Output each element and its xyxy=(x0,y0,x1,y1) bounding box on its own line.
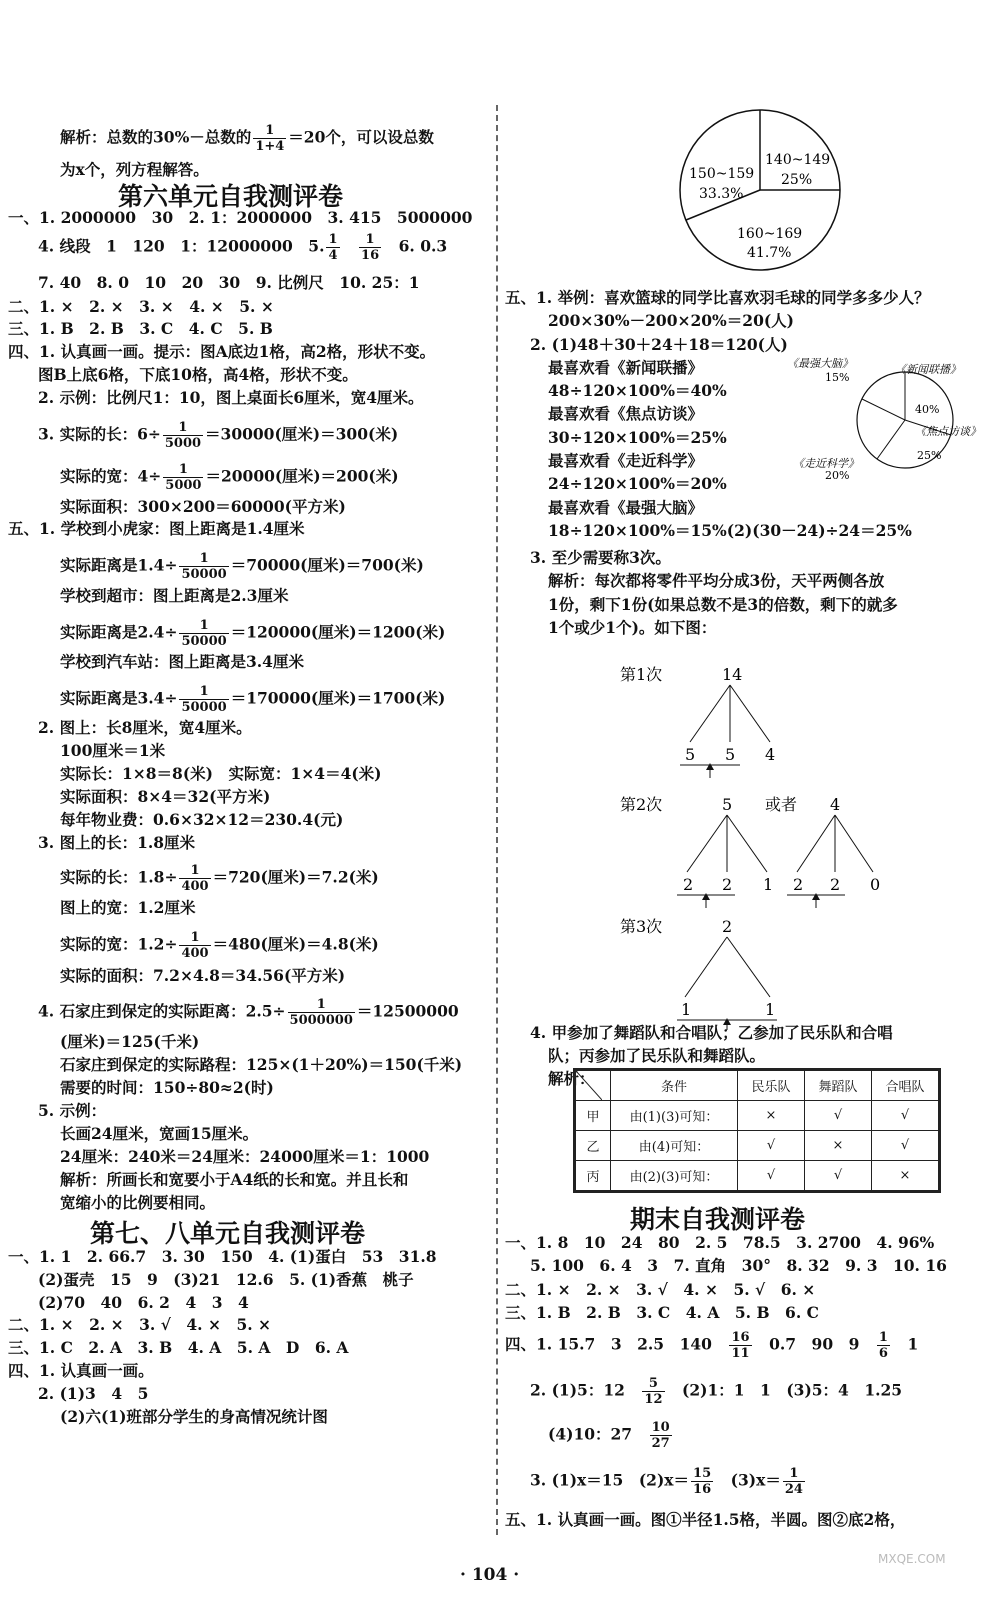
answer-line: 实际距离是2.4÷ $\frac{1}{50000}$ ＝120000(厘米)＝1200(米) xyxy=(60,618,446,649)
table-cell: √ xyxy=(738,1131,805,1161)
step-label: 第2次 xyxy=(620,795,663,814)
table-cell: √ xyxy=(872,1131,940,1161)
answer-line: 四、1. 15.7 3 2.5 140 $\frac{16}{11}$ 0.7 90 9 $\frac{1}{6}$ 1 xyxy=(505,1330,919,1361)
answer-line: 图B上底6格，下底10格，高4格，形状不变。 xyxy=(38,365,358,384)
answer-line: 2. 图上：长8厘米，宽4厘米。 xyxy=(38,718,252,737)
step-label: 第3次 xyxy=(620,917,663,936)
step-label: 第1次 xyxy=(620,665,663,684)
pie-pct: 20% xyxy=(825,469,850,482)
answer-line: 18÷120×100%＝15%(2)(30－24)÷24＝25% xyxy=(548,521,912,540)
answer-line: 实际的面积：7.2×4.8＝34.56(平方米) xyxy=(60,966,346,985)
tree-node: 1 xyxy=(681,1000,692,1019)
answer-line: 五、1. 学校到小虎家：图上距离是1.4厘米 xyxy=(8,519,305,538)
answer-line: (厘米)＝125(千米) xyxy=(60,1032,200,1051)
answer-line: 解析： xyxy=(548,1069,595,1088)
table-cell: √ xyxy=(805,1101,872,1131)
tree-node: 2 xyxy=(722,917,733,936)
answer-line: 7. 40 8. 0 10 20 30 9. 比例尺 10. 25：1 xyxy=(38,273,420,292)
answer-line: 48÷120×100%＝40% xyxy=(548,381,727,400)
tree-node: 5 xyxy=(722,795,733,814)
table-header: 条件 xyxy=(611,1070,738,1101)
page-number: · 104 · xyxy=(460,1565,520,1585)
answer-line: 3. 至少需要称3次。 xyxy=(530,548,671,567)
answer-line: 二、1. × 2. × 3. √ 4. × 5. √ 6. × xyxy=(505,1280,816,1299)
answer-line: 3. 实际的长：6÷ $\frac{1}{5000}$ ＝30000(厘米)＝300(米) xyxy=(38,420,399,451)
tree-edge xyxy=(690,685,730,742)
tree-node: 4 xyxy=(765,745,776,764)
tree-node: 5 xyxy=(685,745,696,764)
answer-line: 24÷120×100%＝20% xyxy=(548,474,727,493)
table-cell: × xyxy=(738,1101,805,1131)
answer-line: 3. (1)x＝15 (2)x＝ $\frac{15}{16}$ (3)x＝ $\frac{1}{24}$ xyxy=(530,1466,803,1497)
answer-line: 宽缩小的比例要相同。 xyxy=(60,1193,216,1212)
weighing-diagram xyxy=(605,640,995,1030)
answer-line: 解析：每次都将零件平均分成3份，天平两侧各放 xyxy=(548,571,885,590)
table-cell: √ xyxy=(805,1161,872,1192)
answer-line: 实际距离是1.4÷ $\frac{1}{50000}$ ＝70000(厘米)＝700(米) xyxy=(60,551,424,582)
answer-line: (2)蛋壳 15 9 (3)21 12.6 5. (1)香蕉 桃子 xyxy=(38,1270,414,1289)
answer-line: (2)六(1)班部分学生的身高情况统计图 xyxy=(60,1407,328,1426)
pie-label: 《走近科学》 xyxy=(793,457,859,470)
pie-label: 150~159 xyxy=(689,166,755,182)
answer-line: 30÷120×100%＝25% xyxy=(548,428,727,447)
answer-line: 4. 线段 1 120 1：12000000 5. $\frac{1}{4}$ $\frac{1}{16}$ 6. 0.3 xyxy=(38,232,448,263)
answer-line: 石家庄到保定的实际路程：125×(1＋20%)＝150(千米) xyxy=(60,1055,463,1074)
table-header: 民乐队 xyxy=(738,1070,805,1101)
answer-line: 四、1. 认真画一画。 xyxy=(8,1361,154,1380)
answer-line: 三、1. B 2. B 3. C 4. A 5. B 6. C xyxy=(505,1303,819,1322)
answer-line: 2. (1)5：12 $\frac{5}{12}$ (2)1：1 1 (3)5：4 1.25 xyxy=(530,1376,903,1407)
answer-line: 实际面积：8×4＝32(平方米) xyxy=(60,787,271,806)
answer-line: 2. (1)48＋30＋24＋18＝120(人) xyxy=(530,335,788,354)
table-cell: 丙 xyxy=(575,1161,611,1192)
answer-line: 二、1. × 2. × 3. × 4. × 5. × xyxy=(8,297,274,316)
answer-line: 一、1. 8 10 24 80 2. 5 78.5 3. 2700 4. 96% xyxy=(505,1233,935,1252)
answer-line: 1个或少1个)。如下图： xyxy=(548,618,717,637)
answer-line: 五、1. 举例：喜欢篮球的同学比喜欢羽毛球的同学多多少人？ xyxy=(505,288,930,307)
tree-node: 5 xyxy=(725,745,736,764)
section-heading-unit6: 第六单元自我测评卷 xyxy=(118,182,344,211)
answer-line: 学校到超市：图上距离是2.3厘米 xyxy=(60,586,289,605)
pie-pct: 15% xyxy=(825,371,850,384)
tree-node: 4 xyxy=(830,795,841,814)
tree-node: 0 xyxy=(870,875,881,894)
table-row xyxy=(575,1101,940,1131)
answer-line: 实际长：1×8＝8(米) 实际宽：1×4＝4(米) xyxy=(60,764,382,783)
tree-edge xyxy=(835,815,873,872)
balance-arrow xyxy=(812,893,820,900)
table-cell: 甲 xyxy=(575,1101,611,1131)
answer-line: 2. 示例：比例尺1：10，图上桌面长6厘米，宽4厘米。 xyxy=(38,388,424,407)
balance-arrow xyxy=(706,763,714,770)
pie-slice-edge xyxy=(862,399,905,420)
table-cell: 由(1)(3)可知： xyxy=(611,1101,738,1131)
answer-line: 三、1. C 2. A 3. B 4. A 5. A D 6. A xyxy=(8,1338,349,1357)
table-header: 合唱队 xyxy=(872,1070,940,1101)
table-cell: 由(4)可知： xyxy=(611,1131,738,1161)
answer-line: (4)10：27 $\frac{10}{27}$ xyxy=(548,1420,670,1451)
tree-edge xyxy=(727,937,770,997)
watermark: MXQE.COM xyxy=(878,1552,946,1566)
pie-label: 140~149 xyxy=(765,152,831,168)
pie-label: 《最强大脑》 xyxy=(787,357,853,370)
answer-line: 实际的宽：1.2÷ $\frac{1}{400}$ ＝480(厘米)＝4.8(米) xyxy=(60,930,379,961)
answer-line: 二、1. × 2. × 3. √ 4. × 5. × xyxy=(8,1315,272,1334)
table-cell: √ xyxy=(738,1161,805,1192)
balance-arrow xyxy=(702,893,710,900)
answer-line: 实际距离是3.4÷ $\frac{1}{50000}$ ＝170000(厘米)＝1700(米) xyxy=(60,684,446,715)
tv-pie-chart xyxy=(785,355,985,485)
pie-label: 《新闻联播》 xyxy=(895,363,961,376)
pie-pct: 40% xyxy=(915,403,940,416)
table-row xyxy=(575,1131,940,1161)
tree-node: 2 xyxy=(722,875,733,894)
tree-node: 14 xyxy=(722,665,743,684)
table-cell: 由(2)(3)可知： xyxy=(611,1161,738,1192)
top-note-cont: 为x个，列方程解答。 xyxy=(60,160,209,179)
answer-line: 需要的时间：150÷80≈2(时) xyxy=(60,1078,274,1097)
answer-line: 实际面积：300×200＝60000(平方米) xyxy=(60,497,346,516)
answer-line: 队；丙参加了民乐队和舞蹈队。 xyxy=(548,1046,766,1065)
answer-line: 四、1. 认真画一画。提示：图A底边1格，高2格，形状不变。 xyxy=(8,342,436,361)
answer-line: 24厘米：240米＝24厘米：24000厘米＝1：1000 xyxy=(60,1147,430,1166)
section-heading-final: 期末自我测评卷 xyxy=(630,1205,806,1234)
tree-node: 2 xyxy=(830,875,841,894)
answer-line: 三、1. B 2. B 3. C 4. C 5. B xyxy=(8,319,273,338)
table-cell: √ xyxy=(872,1101,940,1131)
answer-line: 一、1. 1 2. 66.7 3. 30 150 4. (1)蛋白 53 31.8 xyxy=(8,1247,437,1266)
answer-line: 解析：所画长和宽要小于A4纸的长和宽。并且长和 xyxy=(60,1170,409,1189)
answer-line: 5. 示例： xyxy=(38,1101,107,1120)
answer-line: 学校到汽车站：图上距离是3.4厘米 xyxy=(60,652,304,671)
tree-node: 2 xyxy=(683,875,694,894)
table-row xyxy=(575,1161,940,1192)
answer-line: 实际的宽：4÷ $\frac{1}{5000}$ ＝20000(厘米)＝200(米) xyxy=(60,462,399,493)
answer-line: 100厘米＝1米 xyxy=(60,741,166,760)
tree-edge xyxy=(730,685,770,742)
tree-node: 1 xyxy=(765,1000,776,1019)
solution-table xyxy=(573,1068,941,1193)
tree-node: 2 xyxy=(793,875,804,894)
top-note: 解析：总数的30%－总数的 $\frac{1}{1+4}$ ＝20个，可以设总数 xyxy=(60,123,434,154)
pie-pct: 25% xyxy=(917,449,942,462)
answer-line: 最喜欢看《焦点访谈》 xyxy=(548,404,704,423)
answer-line: 4. 石家庄到保定的实际距离：2.5÷ $\frac{1}{5000000}$ ＝12500000 xyxy=(38,997,459,1028)
tree-edge xyxy=(727,815,767,872)
table-cell: × xyxy=(805,1131,872,1161)
answer-line: 4. 甲参加了舞蹈队和合唱队；乙参加了民乐队和合唱 xyxy=(530,1023,893,1042)
pie-pct: 33.3% xyxy=(699,186,744,202)
or-label: 或者 xyxy=(765,795,798,814)
answer-line: 最喜欢看《最强大脑》 xyxy=(548,498,704,517)
answer-line: 最喜欢看《新闻联播》 xyxy=(548,358,704,377)
answer-line: 200×30%－200×20%＝20(人) xyxy=(548,311,795,330)
pie-pct: 41.7% xyxy=(747,245,792,261)
tree-edge xyxy=(797,815,835,872)
table-header-row xyxy=(575,1070,940,1101)
pie-label: 160~169 xyxy=(737,226,803,242)
answer-line: 实际的长：1.8÷ $\frac{1}{400}$ ＝720(厘米)＝7.2(米) xyxy=(60,863,379,894)
answer-line: 一、1. 2000000 30 2. 1：2000000 3. 415 5000000 xyxy=(8,208,473,227)
answer-line: 每年物业费：0.6×32×12＝230.4(元) xyxy=(60,810,344,829)
table-corner-cell xyxy=(575,1070,611,1101)
tree-edge xyxy=(685,937,727,997)
answer-line: 5. 100 6. 4 3 7. 直角 30° 8. 32 9. 3 10. 16 xyxy=(530,1256,947,1275)
answer-line: 五、1. 认真画一画。图①半径1.5格，半圆。图②底2格， xyxy=(505,1510,906,1529)
answer-line: 1份，剩下1份(如果总数不是3的倍数，剩下的就多 xyxy=(548,595,898,614)
table-cell: × xyxy=(872,1161,940,1192)
answer-line: 2. (1)3 4 5 xyxy=(38,1384,149,1403)
table-header: 舞蹈队 xyxy=(805,1070,872,1101)
table-cell: 乙 xyxy=(575,1131,611,1161)
section-heading-unit78: 第七、八单元自我测评卷 xyxy=(90,1219,366,1248)
height-pie-chart xyxy=(675,100,845,280)
answer-line: 3. 图上的长：1.8厘米 xyxy=(38,833,196,852)
pie-slice-edge xyxy=(877,420,905,459)
tree-edge xyxy=(687,815,727,872)
answer-line: (2)70 40 6. 2 4 3 4 xyxy=(38,1293,249,1312)
tree-node: 1 xyxy=(763,875,774,894)
answer-line: 最喜欢看《走近科学》 xyxy=(548,451,704,470)
pie-label: 《焦点访谈》 xyxy=(915,425,981,438)
column-divider xyxy=(496,105,498,1535)
answer-line: 长画24厘米，宽画15厘米。 xyxy=(60,1124,259,1143)
answer-line: 图上的宽：1.2厘米 xyxy=(60,898,196,917)
pie-pct: 25% xyxy=(781,172,813,188)
